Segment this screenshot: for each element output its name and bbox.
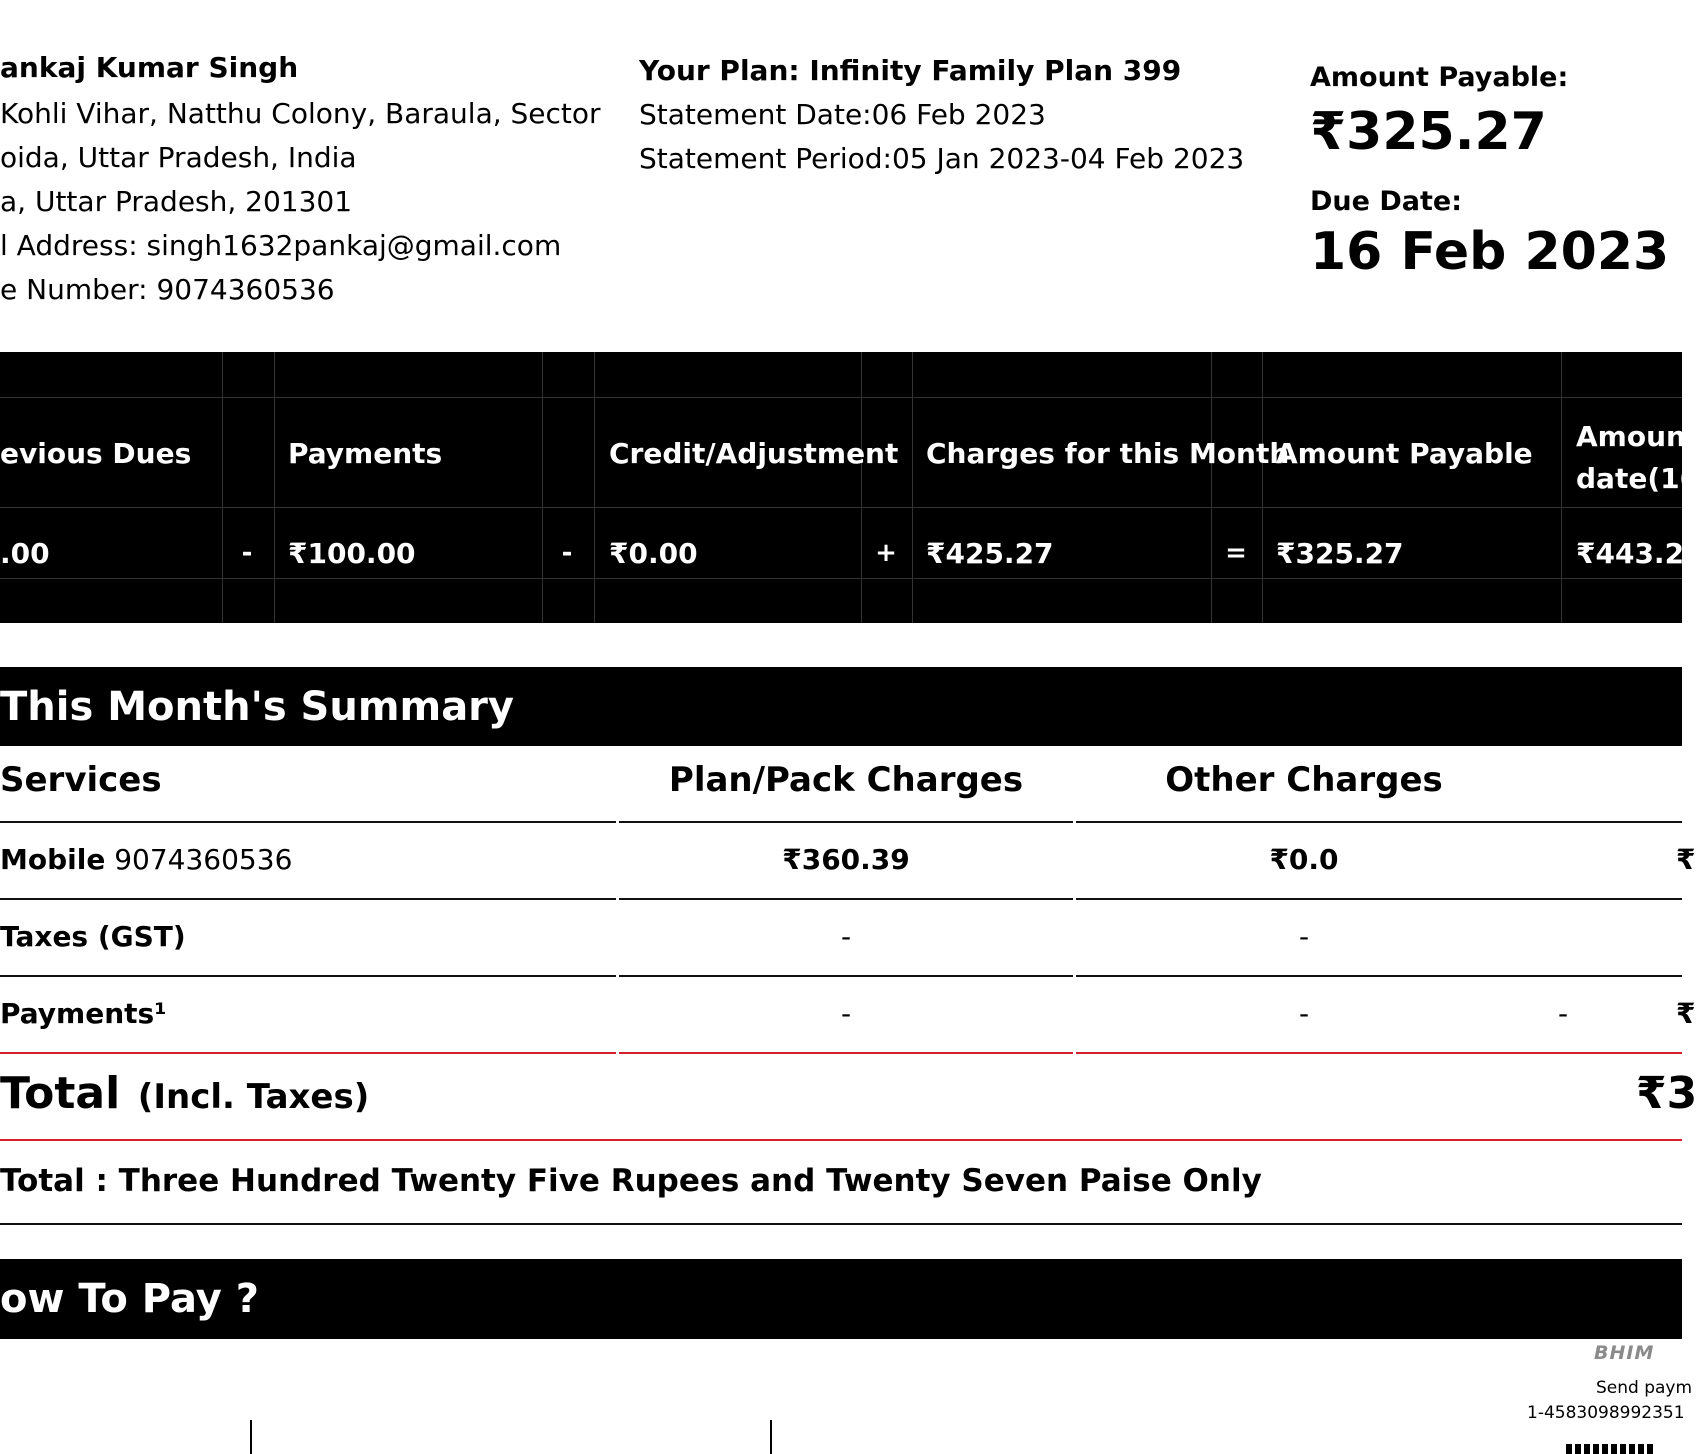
value-amount-payable: ₹325.27: [1276, 536, 1404, 570]
how-to-pay-title: ow To Pay ?: [0, 1276, 259, 1322]
send-payment-text: Send paym: [1596, 1378, 1693, 1398]
header-previous-dues: evious Dues: [0, 436, 192, 470]
amount-payable-label: Amount Payable:: [1310, 62, 1569, 93]
operator-equals: =: [1225, 538, 1247, 568]
summary-section-bar: [0, 667, 1682, 746]
header-payments: Payments: [288, 436, 443, 470]
operator-minus: -: [241, 538, 253, 568]
taxes-plan-charge: -: [840, 920, 852, 953]
value-credit-adjustment: ₹0.00: [609, 536, 698, 570]
address-line-1: Kohli Vihar, Natthu Colony, Baraula, Sector: [0, 97, 601, 130]
statement-date: Statement Date:06 Feb 2023: [639, 98, 1046, 131]
value-amount-after-due: ₹443.27: [1576, 536, 1704, 570]
mobile-total-charge: ₹: [1676, 843, 1696, 876]
phone-number: e Number: 9074360536: [0, 273, 335, 306]
total-in-words: Total : Three Hundred Twenty Five Rupees and Twenty Seven Paise Only: [0, 1163, 1262, 1199]
plan-title: Your Plan: Infinity Family Plan 399: [639, 54, 1182, 87]
upi-id: 1-4583098992351: [1527, 1403, 1685, 1423]
payments-extra-charge: -: [1557, 997, 1569, 1030]
divider: [250, 1420, 252, 1454]
value-previous-dues: .00: [0, 536, 50, 570]
divider: [770, 1420, 772, 1454]
payments-other-charge: -: [1298, 997, 1310, 1030]
col-services: Services: [0, 760, 162, 800]
value-payments: ₹100.00: [288, 536, 416, 570]
due-date-label: Due Date:: [1310, 186, 1462, 217]
address-line-3: a, Uttar Pradesh, 201301: [0, 185, 353, 218]
operator-plus: +: [875, 538, 897, 568]
mobile-other-charge: ₹0.0: [1269, 843, 1339, 876]
qr-code: [1566, 1444, 1656, 1454]
summary-row-payments: Payments¹: [0, 997, 167, 1030]
header-amount-payable: Amount Payable: [1276, 436, 1533, 470]
taxes-other-charge: -: [1298, 920, 1310, 953]
summary-row-taxes: Taxes (GST): [0, 920, 186, 953]
header-charges-this-month: Charges for this Month: [926, 436, 1290, 470]
payments-total-charge: ₹: [1676, 997, 1696, 1030]
total-label: Total (Incl. Taxes): [0, 1068, 370, 1119]
header-amount-after-due: Amount date(16: [1576, 420, 1700, 495]
summary-row-mobile: Mobile 9074360536: [0, 843, 293, 876]
mobile-plan-charge: ₹360.39: [782, 843, 910, 876]
summary-title: This Month's Summary: [0, 683, 514, 730]
total-value: ₹3: [1636, 1068, 1698, 1119]
bhim-logo: BHIM: [1594, 1342, 1655, 1364]
col-plan-pack-charges: Plan/Pack Charges: [668, 760, 1024, 800]
value-charges-this-month: ₹425.27: [926, 536, 1054, 570]
header-credit-adjustment: Credit/Adjustment: [609, 436, 899, 470]
how-to-pay-section-bar: [0, 1259, 1682, 1339]
email-address: l Address: singh1632pankaj@gmail.com: [0, 229, 562, 262]
customer-name: ankaj Kumar Singh: [0, 51, 299, 84]
due-date-value: 16 Feb 2023: [1310, 222, 1670, 282]
col-other-charges: Other Charges: [1165, 760, 1443, 800]
amount-payable-value: ₹325.27: [1310, 102, 1547, 162]
statement-period: Statement Period:05 Jan 2023-04 Feb 2023: [639, 142, 1245, 175]
address-line-2: oida, Uttar Pradesh, India: [0, 141, 357, 174]
payments-plan-charge: -: [840, 997, 852, 1030]
operator-minus: -: [561, 538, 573, 568]
